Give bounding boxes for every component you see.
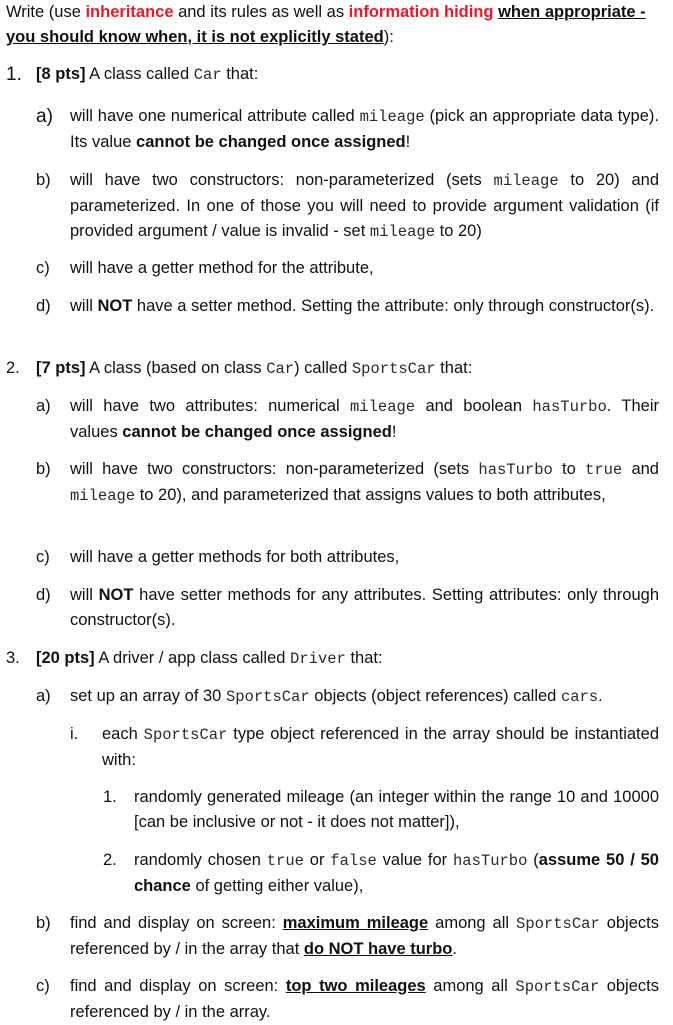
- emphasis-underlined: maximum mileage: [282, 914, 429, 932]
- emphasis-underlined: top two mileages: [285, 977, 426, 995]
- inheritance-highlight: inheritance: [85, 3, 174, 21]
- attribute-name: mileage: [359, 108, 425, 126]
- item-text: find and display on screen: maximum mileage among all SportsCar objects referenced by / in the array that do NOT have turbo.: [70, 914, 659, 958]
- item-label: d): [36, 297, 51, 315]
- item-text: randomly generated mileage (an integer within the range 10 and 10000 [can be inclusive or not - it does not matter]),: [134, 788, 659, 831]
- item-text: will have one numerical attribute called mileage (pick an appropriate data type). Its value cannot be changed once assigned!: [70, 107, 659, 151]
- item-text: will have two attributes: numerical mileage and boolean hasTurbo. Their values cannot be changed once assigned!: [70, 397, 660, 441]
- item-text: will NOT have a setter method. Setting the attribute: only through constructor(s).: [70, 297, 655, 315]
- points-label: [7 pts]: [36, 359, 86, 377]
- item-text: find and display on screen: top two mileages among all SportsCar objects referenced by / in the array.: [70, 977, 659, 1021]
- question-number: 2.: [6, 359, 20, 377]
- class-name: Driver: [290, 650, 346, 668]
- item-label: i.: [70, 725, 79, 743]
- information-hiding-highlight: information hiding: [348, 3, 494, 21]
- when-appropriate-note: when appropriate - you should know when, it is not explicitly stated: [6, 3, 646, 46]
- item-text: will have a getter method for the attribute,: [70, 259, 374, 277]
- item-text: randomly chosen true or false value for hasTurbo (assume 50 / 50 chance of getting either value),: [134, 851, 659, 895]
- item-text: will have two constructors: non-parameterized (sets mileage to 20) and parameterized. In one of those you will need to provide argument validation (if provided argument / value is invalid - set mileage to 20): [70, 171, 659, 241]
- intro-text: Write (use: [6, 3, 86, 21]
- class-name: SportsCar: [351, 360, 436, 378]
- points-label: [8 pts]: [36, 65, 86, 83]
- item-label: b): [36, 460, 51, 478]
- question-heading: [7 pts] A class (based on class Car) called SportsCar that:: [36, 359, 473, 378]
- item-text: will have a getter methods for both attributes,: [70, 548, 400, 566]
- item-label: a): [36, 687, 51, 705]
- points-label: [20 pts]: [36, 649, 95, 667]
- item-label: a): [36, 106, 53, 127]
- item-text: will have two constructors: non-parameterized (sets hasTurbo to true and mileage to 20), and parameterized that assigns values to both attributes,: [70, 460, 659, 505]
- item-label: c): [36, 977, 50, 995]
- item-label: b): [36, 914, 51, 932]
- item-label: 1.: [103, 788, 117, 806]
- emphasis-underlined: do NOT have turbo: [303, 940, 453, 958]
- item-label: d): [36, 586, 51, 604]
- item-label: b): [36, 171, 51, 189]
- question-number: 1.: [6, 64, 22, 85]
- question-heading: [20 pts] A driver / app class called Driver that:: [36, 649, 383, 668]
- item-label: c): [36, 259, 50, 277]
- class-name: Car: [193, 66, 222, 84]
- question-number: 3.: [6, 649, 20, 667]
- item-text: will NOT have setter methods for any attributes. Setting attributes: only through constructor(s).: [70, 586, 659, 629]
- item-label: a): [36, 397, 51, 415]
- intro-text: and its rules as well as: [173, 3, 349, 21]
- item-label: c): [36, 548, 50, 566]
- question-heading: [8 pts] A class called Car that:: [36, 65, 259, 84]
- item-text: set up an array of 30 SportsCar objects (object references) called cars.: [70, 687, 603, 706]
- item-label: 2.: [103, 851, 117, 869]
- intro-instructions: Write (use inheritance and its rules as well as information hiding when appropriate - you should know when, it is not explicitly stated):: [6, 3, 646, 46]
- item-text: each SportsCar type object referenced in the array should be instantiated with:: [102, 725, 659, 769]
